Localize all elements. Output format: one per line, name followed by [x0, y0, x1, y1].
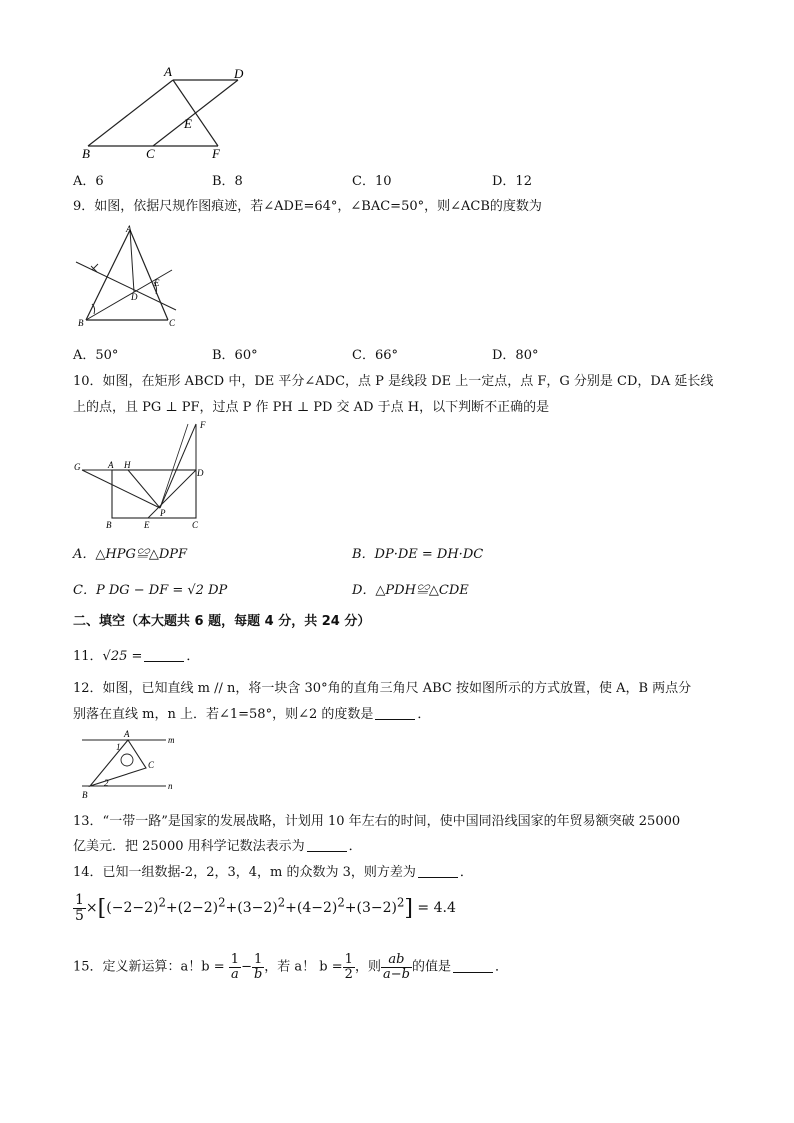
q12-label-angle1: 1	[116, 742, 121, 752]
q15-frac-ab-over-a-minus-b: $\frac{ab}{a-b}$	[382, 952, 410, 982]
q9-option-c[interactable]: C．66°	[352, 348, 398, 363]
q9-label-D: D	[131, 292, 138, 302]
q15-frac-1-over-a: $\frac{1}{a}$	[230, 952, 240, 982]
q8-label-D: D	[234, 66, 244, 81]
q12-figure	[78, 728, 188, 800]
q10-option-d[interactable]: D．△PDH≌△CDE	[352, 583, 469, 598]
q10-label-D: D	[197, 468, 204, 478]
q14-solution-formula: $\frac{1}{5}$ $\times[(-2-2)^2+(2-2)^2+(3-2)^2+(4-2)^2+(3-2)^2] = 4.4$	[75, 892, 456, 924]
q13-line1: 13．“一带一路”是国家的发展战略，计划用 10 年左右的时间，使中国同沿线国家的年贸易额突破 25000	[73, 814, 681, 829]
q10-label-A: A	[108, 460, 114, 470]
q15-frac-1-over-b: $\frac{1}{b}$	[253, 952, 263, 982]
q8-option-c[interactable]: C．10	[352, 174, 392, 189]
q10-label-H: H	[124, 460, 131, 470]
q15-then: ，则	[354, 959, 381, 975]
q14-text: 14．已知一组数据-2，2，3，4，m 的众数为 3，则方差为	[73, 865, 416, 880]
section-2-title: 二、填空（本大题共 6 题，每题 4 分，共 24 分）	[73, 614, 371, 629]
q11-answer-blank[interactable]	[144, 660, 184, 662]
q13-answer-blank[interactable]	[307, 850, 347, 852]
q12-line1: 12．如图，已知直线 m // n，将一块含 30°角的直角三角尺 ABC 按如图所示的方式放置，使 A，B 两点分	[73, 681, 692, 696]
q14-result: = 4.4	[417, 900, 456, 917]
q14-frac-one-fifth: $\frac{1}{5}$	[75, 892, 84, 924]
q15-prefix: 15．定义新运算：a！b =	[73, 959, 225, 975]
q12-label-n: n	[168, 781, 173, 791]
q9-option-d[interactable]: D．80°	[492, 348, 539, 363]
q10-option-a[interactable]: A．△HPG≌△DPF	[73, 547, 188, 562]
q12-label-A: A	[124, 729, 130, 739]
q10-label-E: E	[144, 520, 150, 530]
q8-label-A: A	[164, 64, 172, 79]
q14-line: 14．已知一组数据-2，2，3，4，m 的众数为 3，则方差为 ．	[73, 865, 473, 880]
q10-label-P: P	[160, 508, 166, 518]
q15-line: 15．定义新运算：a！b = $\frac{1}{a}$ − $\frac{1}{b}$ ，若 a！ b = $\frac{1}{2}$ ，则 $\frac{ab}{a-b}$ 的值是 ．	[73, 952, 508, 982]
q8-label-B: B	[82, 146, 90, 161]
q12-line2-text: 别落在直线 m，n 上．若∠1=58°，则∠2 的度数是	[73, 707, 374, 722]
q10-label-G: G	[74, 462, 81, 472]
q12-label-B: B	[82, 790, 88, 800]
q8-figure	[78, 62, 258, 162]
q9-option-a[interactable]: A．50°	[73, 348, 119, 363]
q10-text-line2: 上的点，且 PG ⊥ PF，过点 P 作 PH ⊥ PD 交 AD 于点 H，以下判断不正确的是	[73, 400, 550, 415]
q11-expression: √25 =	[102, 649, 143, 664]
q9-label-E: E	[154, 278, 160, 288]
q15-mid: ，若 a！ b =	[264, 959, 343, 975]
q8-label-F: F	[212, 146, 220, 161]
q10-label-C: C	[192, 520, 199, 530]
q9-text: 9．如图，依据尺规作图痕迹，若∠ADE=64°，∠BAC=50°，则∠ACB的度数为	[73, 199, 542, 214]
q15-answer-blank[interactable]	[453, 971, 493, 973]
q10-label-B: B	[106, 520, 112, 530]
q15-suffix: 的值是	[411, 959, 451, 975]
q9-option-b[interactable]: B．60°	[212, 348, 258, 363]
q8-label-C: C	[146, 146, 155, 161]
q13-line2-text: 亿美元．把 25000 用科学记数法表示为	[73, 839, 305, 854]
q11-number: 11．	[73, 649, 103, 664]
q10-option-c[interactable]: C．P DG − DF = √2 DP	[73, 583, 228, 598]
q10-figure	[72, 418, 222, 534]
q12-line2: 别落在直线 m，n 上．若∠1=58°，则∠2 的度数是 ．	[73, 707, 431, 722]
q12-label-C: C	[148, 760, 155, 770]
q8-label-E: E	[184, 116, 192, 131]
q11: 11．√25 = ．	[73, 649, 200, 664]
q12-label-m: m	[168, 735, 175, 745]
q14-answer-blank[interactable]	[418, 876, 458, 878]
q9-figure	[72, 222, 184, 332]
q8-option-b[interactable]: B．8	[212, 174, 243, 189]
q8-option-a[interactable]: A．6	[73, 174, 104, 189]
q10-text-line1: 10．如图，在矩形 ABCD 中，DE 平分∠ADC，点 P 是线段 DE 上一定点，点 F，G 分别是 CD，DA 延长线	[73, 374, 714, 389]
q10-label-F: F	[200, 420, 206, 430]
q8-option-d[interactable]: D．12	[492, 174, 532, 189]
q15-frac-1-over-2: $\frac{1}{2}$	[344, 952, 353, 982]
q13-line2: 亿美元．把 25000 用科学记数法表示为 ．	[73, 839, 362, 854]
q10-option-b[interactable]: B．DP·DE = DH·DC	[352, 547, 484, 562]
q9-label-B: B	[78, 318, 84, 328]
q12-label-angle2: 2	[104, 778, 109, 788]
q9-label-A: A	[126, 224, 132, 234]
q12-answer-blank[interactable]	[375, 718, 415, 720]
q9-label-C: C	[169, 318, 176, 328]
